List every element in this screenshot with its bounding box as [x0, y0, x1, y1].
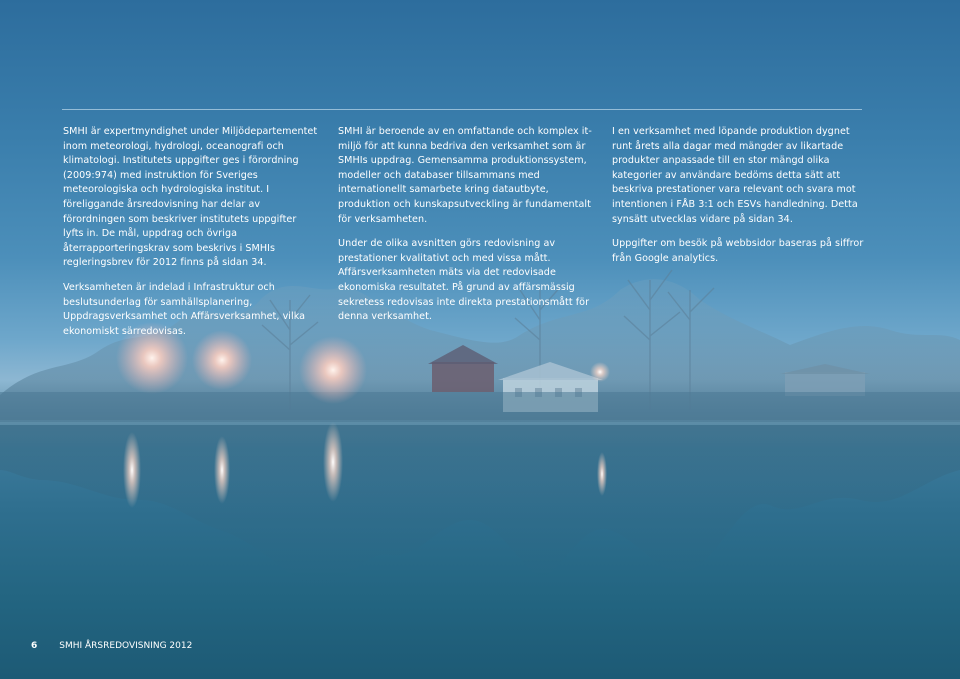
- paragraph: Uppgifter om besök på webbsidor baseras på siffror från Google analytics.: [612, 238, 864, 264]
- lamp-reflection: [214, 436, 230, 504]
- running-title: SMHI ÅRSREDOVISNING 2012: [59, 641, 193, 651]
- page-footer: [31, 640, 192, 652]
- page-number: 6: [31, 641, 38, 651]
- lamp-reflection: [123, 432, 141, 508]
- paragraph: SMHI är expertmyndighet under Miljödepartementet inom meteorologi, hydrologi, oceanografi och klimatologi. Institutets uppgifter ges i förordning (2009:974) med instruktion för Sveriges meteorologiska och hydrologiska institut. I föreliggande årsredovisning har delar av förordningen som beskriver institutets uppgifter lyfts in. De mål, uppdrag och övriga återrapporteringskrav som beskrivs i SMHIs regleringsbrev för 2012 finns på sidan 34.: [63, 126, 318, 269]
- lamp-reflection: [323, 422, 343, 502]
- lamp-glow: [590, 362, 610, 382]
- paragraph: I en verksamhet med löpande produktion dygnet runt årets alla dagar med mängder av likartade produkter anpassade till en stor mängd olika kategorier av användare bedöms detta sätt att beskriva prestationer vara relevant och svara mot intentionen i FÅB 3:1 och ESVs handledning. Detta synsätt utvecklas vidare på sidan 34.: [612, 126, 858, 225]
- text-column-1: [63, 125, 319, 349]
- paragraph: Verksamheten är indelad i Infrastruktur och beslutsunderlag för samhällsplanering, Uppdragsverksamhet och Affärsverksamhet, vilka ekonomiskt särredovisas.: [63, 281, 306, 337]
- tree-reflection: [0, 425, 960, 585]
- text-column-2: [338, 125, 594, 335]
- header-rule: [62, 109, 862, 110]
- paragraph: SMHI är beroende av en omfattande och komplex it-miljö för att kunna bedriva den verksamhet som är SMHIs uppdrag. Gemensamma produktionssystem, modeller och databaser tillsammans med internationellt samarbete kring datautbyte, produktion och kunskapsutveckling är fundamentalt för verksamheten.: [338, 126, 592, 225]
- paragraph: Under de olika avsnitten görs redovisning av prestationer kvalitativt och med vissa mått. Affärsverksamheten mäts via det redovisade ekonomiska resultatet. På grund av affärsmässig sekretess redovisas inte direkta prestationsmått för denna verksamhet.: [338, 238, 590, 323]
- text-column-3: [612, 125, 868, 276]
- lamp-reflection: [597, 452, 607, 496]
